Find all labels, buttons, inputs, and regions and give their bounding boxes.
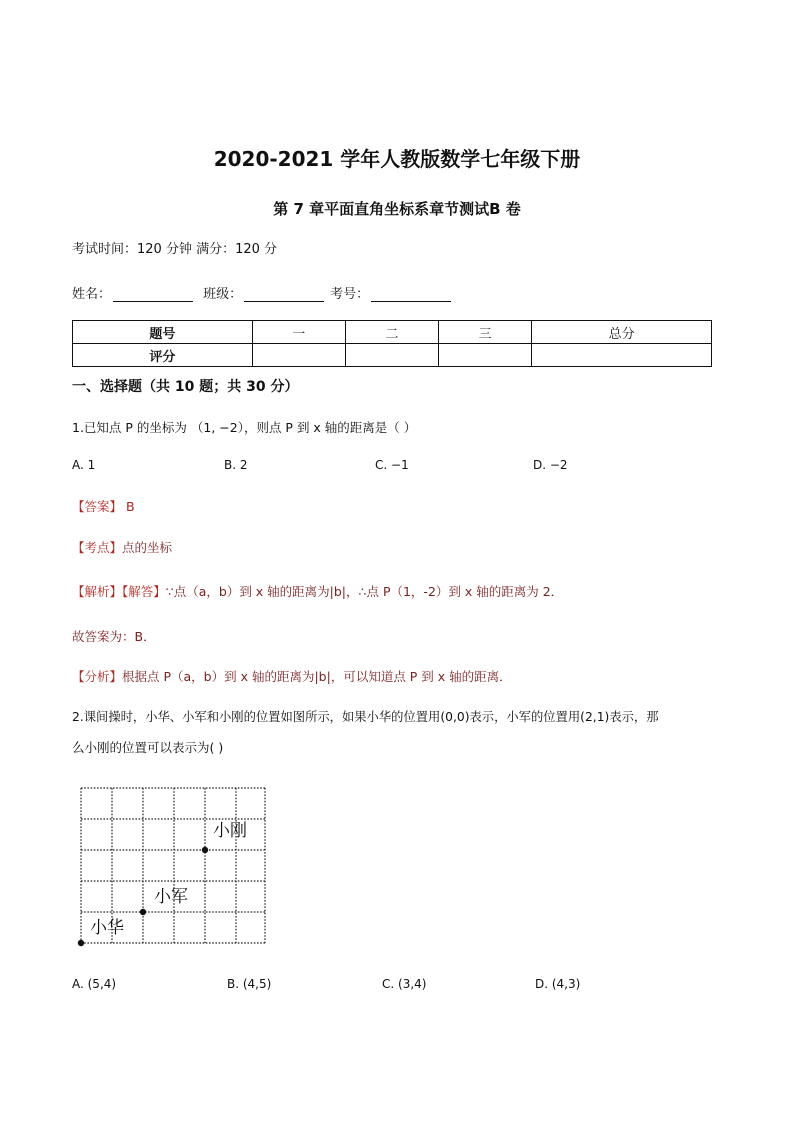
score-input-total[interactable] xyxy=(532,344,712,367)
kaodian-tag: 【考点】 xyxy=(72,540,123,555)
xiaohua-point xyxy=(78,940,84,946)
q2-option-a: A. (5,4) xyxy=(72,977,117,991)
name-label: 姓名： xyxy=(72,287,112,302)
score-cell-1: 一 xyxy=(252,321,345,344)
score-cell-total: 总分 xyxy=(532,321,712,344)
score-cell-2: 二 xyxy=(345,321,438,344)
fenxi-value: 根据点 P（a，b）到 x 轴的距离为|b|，可以知道点 P 到 x 轴的距离． xyxy=(122,669,512,684)
q1-jiexi xyxy=(72,582,563,600)
conclusion-text: 故答案为：B． xyxy=(72,629,156,644)
jiexi-value: ∵点（a，b）到 x 轴的距离为|b|，∴点 P（1，-2）到 x 轴的距离为 2． xyxy=(165,584,564,599)
q1-kaodian xyxy=(72,538,172,556)
score-table xyxy=(72,320,712,367)
q1-stem: 1.已知点 P 的坐标为 （1, −2），则点 P 到 x 轴的距离是（ ） xyxy=(72,420,417,435)
q1-answer xyxy=(72,497,135,515)
q2-option-c: C. (3,4) xyxy=(382,977,427,991)
q1-option-d: D. −2 xyxy=(533,458,568,472)
class-blank[interactable] xyxy=(244,287,324,302)
xiaohua-label: 小华 xyxy=(90,918,124,938)
q1-option-c: C. −1 xyxy=(375,458,409,472)
student-fields xyxy=(72,283,457,302)
score-input-1[interactable] xyxy=(252,344,345,367)
number-blank[interactable] xyxy=(371,287,451,302)
score-input-3[interactable] xyxy=(439,344,532,367)
position-grid-figure xyxy=(72,778,272,950)
page-subtitle: 第 7 章平面直角坐标系章节测试B 卷 xyxy=(273,200,521,218)
xiaogang-point xyxy=(202,847,208,853)
score-table-score-row xyxy=(73,344,712,367)
q2-option-b: B. (4,5) xyxy=(227,977,272,991)
q2-option-d: D. (4,3) xyxy=(535,977,581,991)
q2-stem-line2: 么小刚的位置可以表示为( ) xyxy=(72,740,224,755)
q1-fenxi xyxy=(72,667,512,685)
jiexi-tag: 【解析】【解答】 xyxy=(72,584,166,599)
xiaojun-label: 小军 xyxy=(154,887,188,907)
score-cell-3: 三 xyxy=(439,321,532,344)
name-blank[interactable] xyxy=(113,287,193,302)
q2-stem-line1: 2.课间操时，小华、小军和小刚的位置如图所示，如果小华的位置用(0,0)表示，小军的位置用(2,1)表示，那 xyxy=(72,710,659,724)
section-heading: 一、选择题（共 10 题；共 30 分） xyxy=(72,379,299,395)
score-cell-label: 题号 xyxy=(73,321,253,344)
score-input-2[interactable] xyxy=(345,344,438,367)
q1-conclusion xyxy=(72,627,156,645)
xiaojun-point xyxy=(140,909,146,915)
class-label: 班级： xyxy=(203,287,243,302)
fenxi-tag: 【分析】 xyxy=(72,669,123,684)
q1-option-a: A. 1 xyxy=(72,458,96,472)
answer-value: B xyxy=(122,499,135,514)
score-table-header-row xyxy=(73,321,712,344)
xiaogang-label: 小刚 xyxy=(213,821,247,841)
kaodian-value: 点的坐标 xyxy=(122,540,173,555)
answer-tag: 【答案】 xyxy=(72,499,123,514)
score-row-label: 评分 xyxy=(73,344,253,367)
exam-info: 考试时间：120 分钟 满分：120 分 xyxy=(72,242,278,257)
page-title: 2020-2021 学年人教版数学七年级下册 xyxy=(213,147,581,171)
q1-option-b: B. 2 xyxy=(224,458,248,472)
number-label: 考号： xyxy=(330,287,370,302)
